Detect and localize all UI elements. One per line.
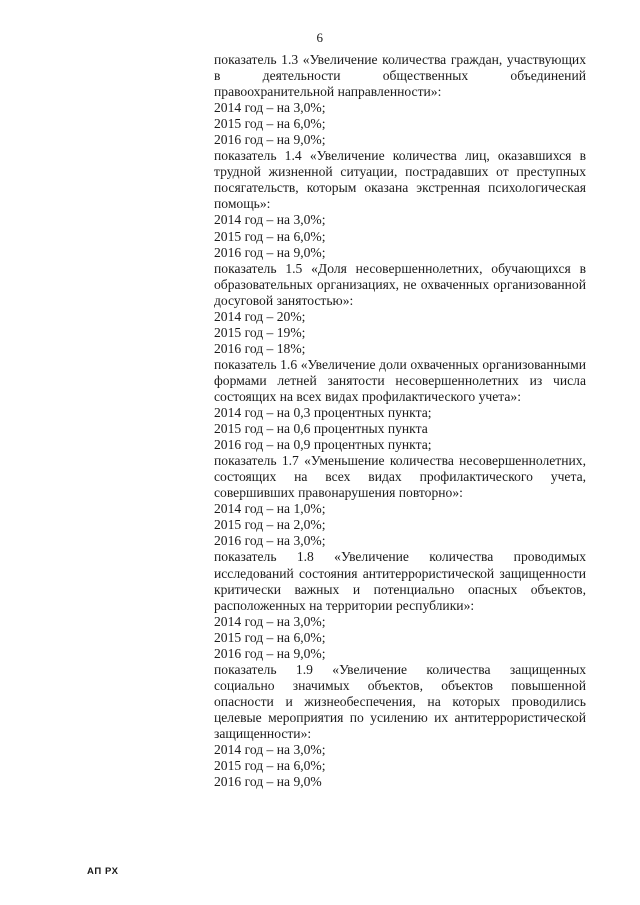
indicator-value-2016: 2016 год – 18%; xyxy=(214,340,306,356)
indicator-section-1-3 xyxy=(214,52,586,148)
indicator-description: показатель 1.4 «Увеличение количества лиц, оказавшихся в трудной жизненной ситуации, пострадавших от преступных посягательств, которым оказана экстренная психологическая помощь»: xyxy=(214,148,586,212)
footer-mark: АП РХ xyxy=(87,866,119,877)
indicator-value-2015: 2015 год – 19%; xyxy=(214,324,306,340)
indicator-value-2015: 2015 год – на 6,0%; xyxy=(214,116,326,132)
indicator-value-2015: 2015 год – на 6,0%; xyxy=(214,629,326,645)
indicator-value-2014: 2014 год – на 0,3 процентных пункта; xyxy=(214,405,432,421)
indicator-value-2014: 2014 год – на 3,0%; xyxy=(214,613,326,629)
indicator-description: показатель 1.8 «Увеличение количества проводимых исследований состояния антитеррористической защищенности критически важных и потенциально опасных объектов, расположенных на территории республики»: xyxy=(214,549,586,613)
indicator-section-1-6 xyxy=(214,357,586,453)
indicator-value-2016: 2016 год – на 0,9 процентных пункта; xyxy=(214,437,432,453)
indicator-value-2015: 2015 год – на 0,6 процентных пункта xyxy=(214,421,428,437)
indicator-value-2015: 2015 год – на 6,0%; xyxy=(214,228,326,244)
indicator-value-2016: 2016 год – на 3,0%; xyxy=(214,533,326,549)
indicator-section-1-8 xyxy=(214,549,586,661)
indicator-value-2016: 2016 год – на 9,0%; xyxy=(214,132,326,148)
indicator-value-2014: 2014 год – 20%; xyxy=(214,308,306,324)
indicator-description: показатель 1.6 «Увеличение доли охваченных организованными формами летней занятости несовершеннолетних из числа состоящих на всех видах профилактического учета»: xyxy=(214,356,586,404)
indicator-value-2014: 2014 год – на 3,0%; xyxy=(214,742,326,758)
indicator-section-1-7 xyxy=(214,453,586,549)
indicator-value-2015: 2015 год – на 6,0%; xyxy=(214,758,326,774)
indicator-description: показатель 1.3 «Увеличение количества граждан, участвующих в деятельности общественных объединений правоохранительной направленности»: xyxy=(214,52,586,100)
indicator-section-1-9 xyxy=(214,662,586,790)
indicator-description: показатель 1.5 «Доля несовершеннолетних, обучающихся в образовательных организациях, не охваченных организованной досуговой занятостью»: xyxy=(214,260,586,308)
indicator-value-2016: 2016 год – на 9,0%; xyxy=(214,244,326,260)
indicator-value-2016: 2016 год – на 9,0% xyxy=(214,774,322,790)
indicator-value-2014: 2014 год – на 1,0%; xyxy=(214,501,326,517)
page-number: 6 xyxy=(316,30,324,45)
document-body xyxy=(214,52,586,790)
indicator-description: показатель 1.9 «Увеличение количества защищенных социально значимых объектов, объектов повышенной опасности и жизнеобеспечения, на которых проводились целевые мероприятия по усилению их антитеррористической защищенности»: xyxy=(214,661,586,741)
indicator-section-1-4 xyxy=(214,148,586,260)
indicator-value-2015: 2015 год – на 2,0%; xyxy=(214,517,326,533)
indicator-section-1-5 xyxy=(214,261,586,357)
indicator-value-2014: 2014 год – на 3,0%; xyxy=(214,100,326,116)
indicator-value-2016: 2016 год – на 9,0%; xyxy=(214,645,326,661)
indicator-value-2014: 2014 год – на 3,0%; xyxy=(214,212,326,228)
indicator-description: показатель 1.7 «Уменьшение количества несовершеннолетних, состоящих на всех видах профилактического учета, совершивших правонарушения повторно»: xyxy=(214,453,586,501)
